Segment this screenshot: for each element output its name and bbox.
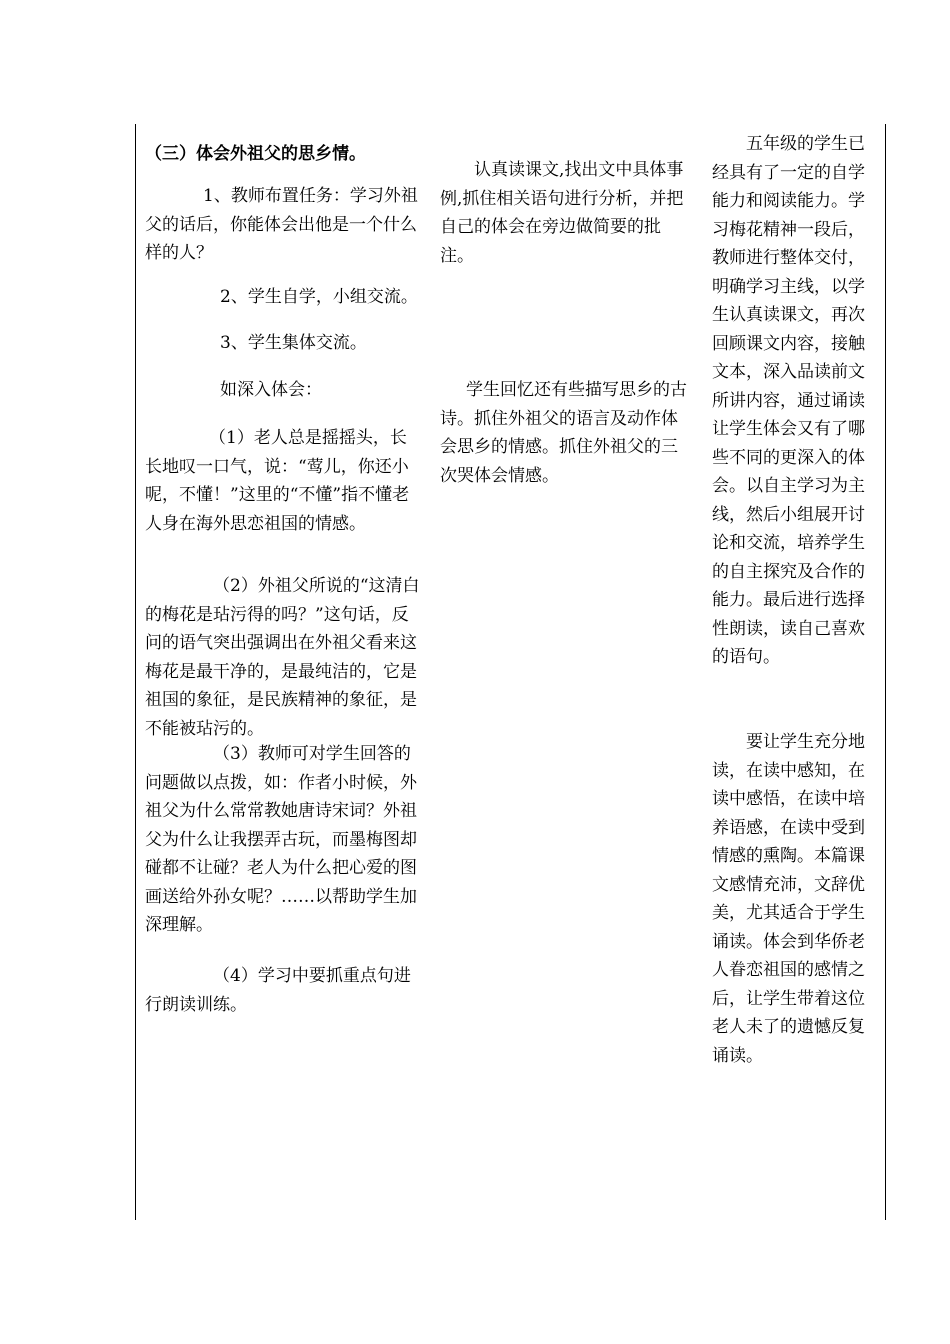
point-1-paragraph: （1）老人总是摇摇头，长长地叹一口气，说：“莺儿，你还小呢，不懂！”这里的“不懂”指不懂老人身在海外思恋祖国的情感。 bbox=[145, 428, 410, 534]
activity-2-paragraph: 学生回忆还有些描写思乡的古诗。抓住外祖父的语言及动作体会思乡的情感。抓住外祖父的三次哭体会情感。 bbox=[440, 380, 687, 486]
point-2-paragraph: （2）外祖父所说的“这清白的梅花是玷污得的吗？”这句话，反问的语气突出强调出在外祖父看来这梅花是最干净的，是最纯洁的，它是祖国的象征，是民族精神的象征，是不能被玷污的。 bbox=[145, 576, 420, 739]
activity-1-paragraph: 认真读课文,找出文中具体事例,抓住相关语句进行分析，并把自己的体会在旁边做简要的批注。 bbox=[440, 160, 684, 266]
intent-2-paragraph: 要让学生充分地读，在读中感知，在读中感悟，在读中培养语感，在读中受到情感的熏陶。本篇课文感情充沛，文辞优美，尤其适合于学生诵读。体会到华侨老人眷恋祖国的感情之后，让学生带着这位老人未了的遗憾反复诵读。 bbox=[712, 732, 865, 1066]
table-right-border bbox=[885, 124, 886, 1220]
step-3-paragraph: 3、学生集体交流。 bbox=[220, 333, 367, 353]
step-1-paragraph: 1、教师布置任务：学习外祖父的话后，你能体会出他是一个什么样的人？ bbox=[145, 186, 418, 263]
section-heading: （三）体会外祖父的思乡情。 bbox=[145, 144, 366, 164]
step-2-paragraph: 2、学生自学，小组交流。 bbox=[220, 287, 418, 307]
table-left-border bbox=[135, 124, 136, 1220]
intent-1-paragraph: 五年级的学生已经具有了一定的自学能力和阅读能力。学习梅花精神一段后，教师进行整体交付，明确学习主线，以学生认真读课文，再次回顾课文内容，接触文本，深入品读前文所讲内容，通过诵读让学生体会又有了哪些不同的更深入的体会。以自主学习为主线，然后小组展开讨论和交流，培养学生的自主探究及合作的能力。最后进行选择性朗读，读自己喜欢的语句。 bbox=[712, 134, 865, 667]
deep-understanding-label: 如深入体会： bbox=[220, 380, 322, 400]
point-4-paragraph: （4）学习中要抓重点句进行朗读训练。 bbox=[145, 966, 411, 1015]
point-3-paragraph: （3）教师可对学生回答的问题做以点拨，如：作者小时候，外祖父为什么常常教她唐诗宋词？外祖父为什么让我摆弄古玩，而墨梅图却碰都不让碰？老人为什么把心爱的图画送给外孙女呢？……以帮助学生加深理解。 bbox=[145, 744, 417, 935]
